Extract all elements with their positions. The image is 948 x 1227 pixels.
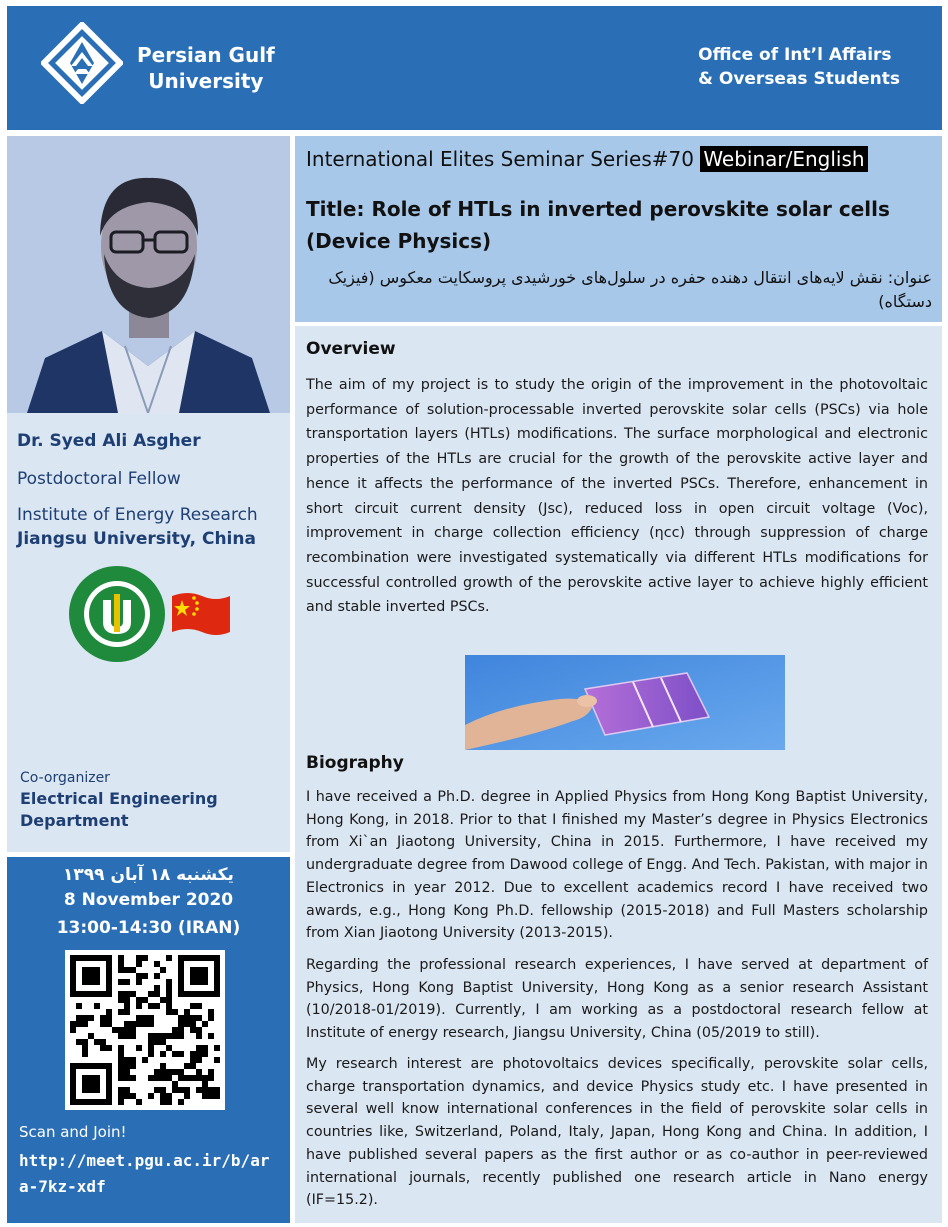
university-name-line1: Persian Gulf <box>137 43 275 67</box>
speaker-name: Dr. Syed Ali Asgher <box>17 431 201 451</box>
event-date-persian: یکشنبه ۱۸ آبان ۱۳۹۹ <box>63 865 234 885</box>
seminar-series <box>306 147 868 171</box>
seminar-title-panel <box>295 136 942 322</box>
meeting-link[interactable]: http://meet.pgu.ac.ir/b/ara-7kz-xdf <box>19 1151 270 1196</box>
event-date: 8 November 2020 <box>63 890 234 910</box>
speaker-panel <box>7 136 290 852</box>
jiangsu-university-logo <box>67 564 167 664</box>
webinar-badge: Webinar/English <box>700 146 867 172</box>
seminar-title: Title: Role of HTLs in inverted perovskite solar cells (Device Physics) <box>306 197 890 253</box>
biography-paragraph: My research interest are photovoltaics devices specifically, perovskite solar cells, charge transportation dynamics, and device Physics study etc. I have presented in several well know international conferences in the field of perovskite solar cells in countries like, Switzerland, Poland, Italy, Japan, Hong Kong and China. In addition, I have published several papers as the first author or as co-author in peer-reviewed international journals, recently published one research article in Nano energy (IF=15.2). <box>306 1056 928 1209</box>
header-banner <box>7 6 942 130</box>
speaker-university: Jiangsu University, China <box>17 529 256 549</box>
event-time: 13:00-14:30 (IRAN) <box>56 918 241 938</box>
office-title-line1: Office of Int’l Affairs <box>698 45 892 65</box>
seminar-series-text: International Elites Seminar Series#70 <box>306 147 694 171</box>
office-title-line2: & Overseas Students <box>698 69 900 89</box>
coorganizer-label: Co-organizer <box>20 770 110 786</box>
speaker-position: Postdoctoral Fellow <box>17 469 181 489</box>
coorganizer-department-line2: Department <box>20 811 129 830</box>
biography-heading: Biography <box>306 753 404 773</box>
speaker-institute: Institute of Energy Research <box>17 505 258 525</box>
seminar-title-persian: عنوان: نقش لایه‌های انتقال دهنده حفره در سلول‌های خورشیدی پروسکایت معکوس (فیزیک دستگاه) <box>328 268 932 311</box>
university-logo <box>41 22 123 104</box>
qr-code[interactable] <box>65 950 225 1110</box>
china-flag-icon <box>170 588 232 640</box>
office-title <box>698 43 900 91</box>
content-panel <box>295 326 942 1223</box>
solar-cell-image <box>465 655 785 750</box>
event-info-panel <box>7 857 290 1223</box>
scan-instruction: Scan and Join! <box>19 1123 127 1141</box>
coorganizer-department <box>20 788 218 832</box>
university-name-line2: University <box>148 69 264 93</box>
biography-paragraph: I have received a Ph.D. degree in Applied Physics from Hong Kong Baptist University, Hong Kong, in 2018. Prior to that I finished my Master’s degree in Physics Electronics from Xi`an Jiaotong University, China in 2015. Furthermore, I have received my undergraduate degree from Dawood college of Engg. And Tech. Pakistan, with major in Electronics in year 2012. Due to excellent academics record I have received two awards, e.g., Hong Kong Ph.D. fellowship (2015-2018) and Full Masters scholarship from Xian Jiaotong University (2013-2015). <box>306 789 928 942</box>
overview-text: The aim of my project is to study the origin of the improvement in the photovoltaic performance of solution-processable inverted perovskite solar cells (PSCs) via hole transportation layers (HTLs) modifications. The surface morphological and electronic properties of the HTLs are crucial for the growth of the perovskite active layer and hence it affects the performance of the inverted PSCs. Therefore, enhancement in short circuit current density (Jsc), reduced loss in open circuit voltage (Voc), improvement in charge collection efficiency (ηcc) through suppression of charge recombination were investigated systematically via different HTLs modifications for successful controlled growth of the perovskite active layer to achieve highly efficient and stable inverted PSCs. <box>306 377 928 616</box>
biography-paragraph: Regarding the professional research experiences, I have served at department of Physics, Hong Kong Baptist University, Hong Kong as a senior research Assistant (10/2018-01/2019). Currently, I am working as a postdoctoral research fellow at Institute of energy research, Jiangsu University, China (05/2019 to still). <box>306 957 928 1042</box>
university-name <box>137 42 275 94</box>
coorganizer-department-line1: Electrical Engineering <box>20 789 218 808</box>
overview-heading: Overview <box>306 339 396 359</box>
speaker-photo <box>7 136 290 413</box>
